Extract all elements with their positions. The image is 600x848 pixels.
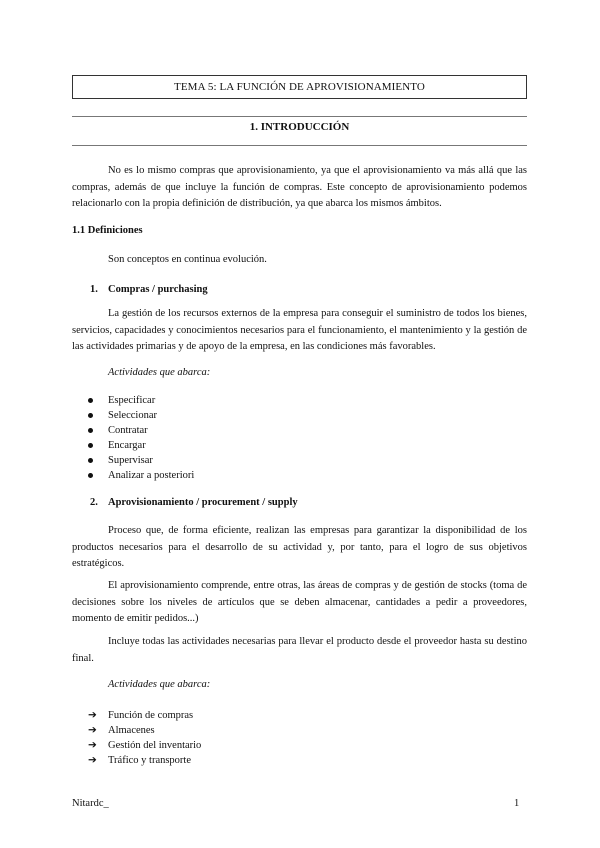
arrow-right-icon: ➔ [88,740,97,751]
arrow-right-icon: ➔ [88,710,97,721]
item1-activities-list [72,393,194,483]
item2-number: 2. [90,497,98,508]
item2-paragraph-3: Incluye todas las actividades necesarias para llevar el producto desde el proveedor hasta su destino final. [72,636,527,664]
item2-activities-list [72,708,201,768]
list-item: Seleccionar [72,408,194,423]
section-rule-top [72,116,527,117]
list-item: ➔ Gestión del inventario [88,740,202,751]
intro-paragraph: No es lo mismo compras que aprovisionamiento, ya que el aprovisionamiento va más allá que las compras, además de que incluye la función de compras. Este concepto de aprovisionamiento podemos relacionarlo con la propia definición de distribución, ya que abarca los mismos ámbitos. [72,165,527,209]
footer-author: Nitardc_ [72,798,109,809]
list-item: Contratar [72,423,194,438]
list-item: Analizar a posteriori [72,468,194,483]
arrow-right-icon: ➔ [88,725,97,736]
bullet-icon [88,413,93,418]
item1-heading: Compras / purchasing [108,284,208,295]
list-item: Encargar [72,438,194,453]
subsection-text: Son conceptos en continua evolución. [108,254,267,265]
list-item: ➔ Almacenes [88,725,155,736]
item1-number: 1. [90,284,98,295]
document-title: TEMA 5: LA FUNCIÓN DE APROVISIONAMIENTO [72,75,527,99]
item1-activities-label: Actividades que abarca: [108,367,211,378]
subsection-heading: 1.1 Definiciones [72,225,143,236]
bullet-icon [88,443,93,448]
item2-activities-label: Actividades que abarca: [108,679,211,690]
bullet-icon [88,473,93,478]
arrow-right-icon: ➔ [88,755,97,766]
list-item: Supervisar [72,453,194,468]
item2-paragraph-1: Proceso que, de forma eficiente, realizan las empresas para garantizar la disponibilidad de los productos necesarios para el desarrollo de su actividad y, por tanto, para el logro de sus objetivos estratégicos. [72,525,527,569]
section-heading: 1. INTRODUCCIÓN [249,121,350,133]
bullet-icon [88,458,93,463]
item1-paragraph: La gestión de los recursos externos de la empresa para conseguir el suministro de todos los bienes, servicios, capacidades y conocimientos necesarios para el funcionamiento, el mantenimiento y la gestión de las actividades primarias y de apoyo de la empresa, en las condiciones más favorables. [72,308,527,352]
page-number: 1 [514,798,520,809]
item2-paragraph-2: El aprovisionamiento comprende, entre otras, las áreas de compras y de gestión de stocks (toma de decisiones sobre los niveles de artículos que se deben almacenar, cantidades a pedir a proveedores, momento de emitir pedidos...) [72,580,527,624]
list-item: Especificar [72,393,194,408]
item2-heading: Aprovisionamiento / procurement / supply [108,497,298,508]
list-item: ➔ Función de compras [88,710,194,721]
section-rule-bottom [72,145,527,146]
bullet-icon [88,428,93,433]
list-item: ➔ Tráfico y transporte [88,755,192,766]
bullet-icon [88,398,93,403]
